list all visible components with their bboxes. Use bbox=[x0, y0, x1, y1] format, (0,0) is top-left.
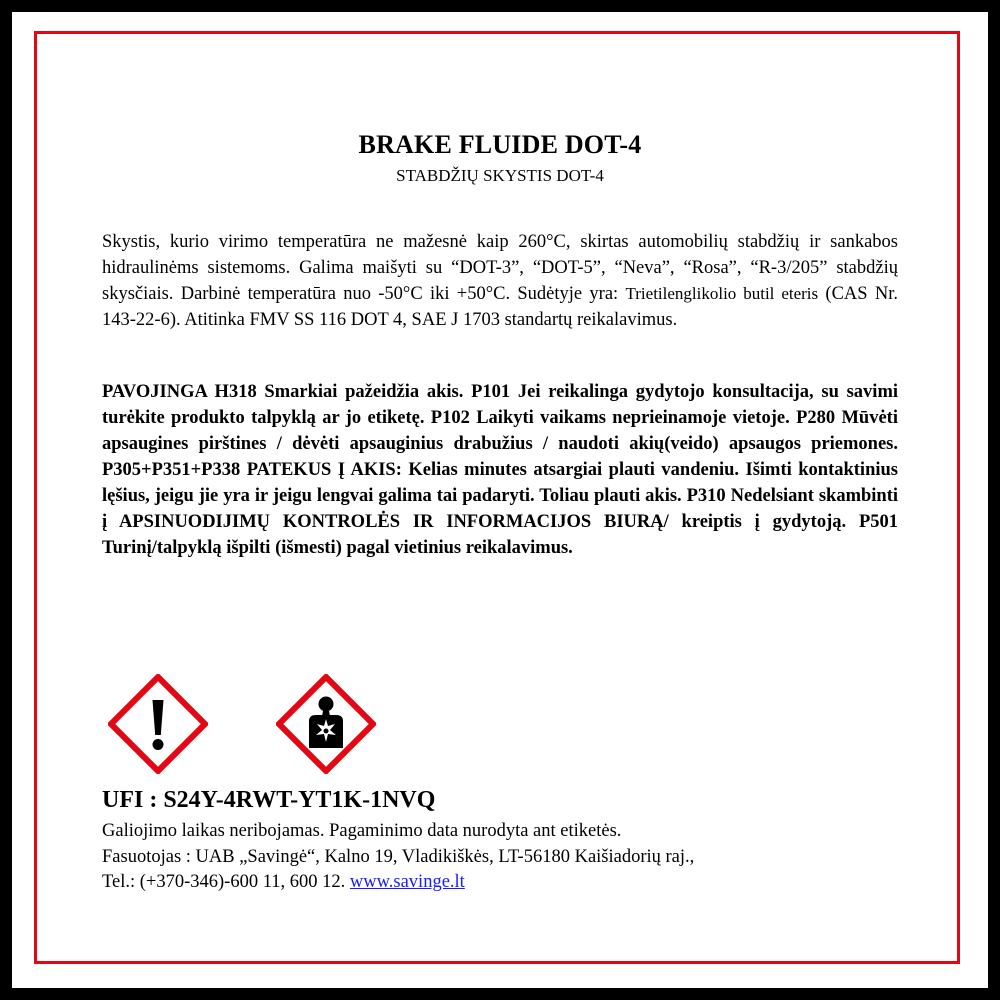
description-ingredient: Trietilenglikolio butil eteris bbox=[625, 284, 819, 303]
ufi-code: UFI : S24Y-4RWT-YT1K-1NVQ bbox=[102, 787, 436, 813]
hazard-statements: PAVOJINGA H318 Smarkiai pažeidžia akis. P101 Jei reikalinga gydytojo konsultacija, su savimi turėkite produkto talpyklą ar jo etiketę. P102 Laikyti vaikams neprieinamoje vietoje. P280 Mūvėti apsaugines pirštines / dėvėti apsauginius drabužius / naudoti akių(veido) apsaugos priemones. P305+P351+P338 PATEKUS Į AKIS: Kelias minutes atsargiai plauti vandeniu. Išimti kontaktinius lęšius, jeigu jie yra ir jeigu lengvai galima tai padaryti. Toliau plauti akis. P310 Nedelsiant skambinti į APSINUODIJIMŲ KONTROLĖS IR INFORMACIJOS BIURĄ/ kreiptis į gydytoją. P501 Turinį/talpyklą išpilti (išmesti) pagal vietinius reikalavimus. bbox=[102, 382, 898, 558]
validity-note: Galiojimo laikas neribojamas. Pagaminimo data nurodyta ant etiketės. bbox=[102, 821, 622, 841]
packager-info: Fasuotojas : UAB „Savingė“, Kalno 19, Vladikiškės, LT-56180 Kaišiadorių raj., bbox=[102, 847, 695, 867]
product-subtitle: STABDŽIŲ SKYSTIS DOT-4 bbox=[396, 166, 604, 185]
phone-numbers: Tel.: (+370-346)-600 11, 600 12. bbox=[102, 872, 350, 892]
description-part2: (CAS Nr. 143-22-6). Atitinka FMV SS 116 DOT 4, SAE J 1703 standartų reikalavimus. bbox=[102, 284, 899, 330]
product-description bbox=[102, 229, 898, 333]
exclamation-mark-icon bbox=[108, 674, 208, 774]
product-title: BRAKE FLUIDE DOT-4 bbox=[358, 130, 642, 159]
description-part1: Skystis, kurio virimo temperatūra ne mažesnė kaip 260°C, skirtas automobilių stabdžių ir sankabos hidraulinėms sistemoms. Galima maišyti su “DOT-3”, “DOT-5”, “Neva”, “Rosa”, “R-3/205” stabdžių skysčiais. Darbinė temperatūra nuo -50°C iki +50°C. Sudėtyje yra: bbox=[102, 232, 898, 304]
contact-line bbox=[102, 872, 902, 893]
website-link[interactable]: www.savinge.lt bbox=[349, 872, 465, 892]
health-hazard-icon bbox=[276, 674, 376, 774]
